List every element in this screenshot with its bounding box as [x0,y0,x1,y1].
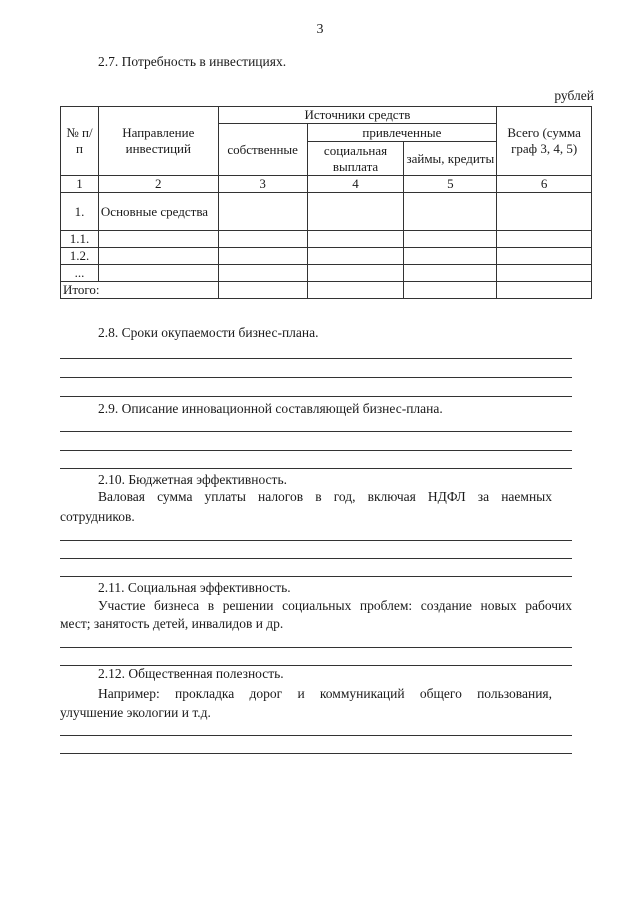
row-cell-social [307,231,404,248]
row-cell-own [218,265,307,282]
header-own: собственные [218,124,307,176]
blank-line [60,450,572,451]
blank-line [60,558,572,559]
row-cell-total [497,248,592,265]
total-cell-own [218,282,307,299]
header-number: № п/п [61,107,99,176]
section-2-12-text-line1: Например: прокладка дорог и коммуникаций общего пользования, [98,686,552,701]
header-direction: Направление инвестиций [98,107,218,176]
row-number: 1.2. [61,248,99,265]
row-number: 1.1. [61,231,99,248]
blank-line [60,431,572,432]
blank-line [60,753,572,754]
blank-line [60,735,572,736]
investment-table [60,106,592,299]
page-number: 3 [316,22,324,37]
row-cell-own [218,231,307,248]
section-2-9-title: 2.9. Описание инновационной составляющей бизнес-плана. [98,401,443,416]
row-cell-social [307,193,404,231]
row-cell-loans [404,193,497,231]
section-2-12-text-line2: улучшение экологии и т.д. [60,705,211,720]
section-2-11-text-line1: Участие бизнеса в решении социальных проблем: создание новых рабочих [98,598,572,613]
col-number-4: 4 [307,176,404,193]
blank-line [60,377,572,378]
blank-line [60,468,572,469]
row-name [98,248,218,265]
blank-line [60,396,572,397]
total-cell-social [307,282,404,299]
table-row [61,193,592,231]
table-row [61,248,592,265]
row-number: 1. [61,193,99,231]
header-sources: Источники средств [218,107,497,124]
row-name [98,231,218,248]
row-cell-social [307,265,404,282]
section-2-8-title: 2.8. Сроки окупаемости бизнес-плана. [98,325,319,340]
col-number-3: 3 [218,176,307,193]
section-2-10-title: 2.10. Бюджетная эффективность. [98,472,287,487]
row-cell-loans [404,265,497,282]
row-cell-total [497,231,592,248]
blank-line [60,576,572,577]
col-number-5: 5 [404,176,497,193]
section-2-10-text-line2: сотрудников. [60,509,135,524]
row-number: ... [61,265,99,282]
col-number-2: 2 [98,176,218,193]
row-name: Основные средства [98,193,218,231]
header-loans: займы, кредиты [404,142,497,176]
blank-line [60,540,572,541]
table-total-row [61,282,592,299]
row-cell-own [218,248,307,265]
row-cell-total [497,265,592,282]
row-name [98,265,218,282]
row-cell-loans [404,248,497,265]
section-2-10-text-line1: Валовая сумма уплаты налогов в год, включая НДФЛ за наемных [98,489,552,504]
total-cell-loans [404,282,497,299]
total-label: Итого: [61,282,219,299]
section-2-12-title: 2.12. Общественная полезность. [98,666,284,681]
total-cell-total [497,282,592,299]
header-total: Всего (сумма граф 3, 4, 5) [497,107,592,176]
table-row [61,265,592,282]
row-cell-own [218,193,307,231]
row-cell-total [497,193,592,231]
currency-unit: рублей [554,88,594,103]
header-attracted: привлеченные [307,124,497,142]
header-social: социальная выплата [307,142,404,176]
blank-line [60,647,572,648]
row-cell-loans [404,231,497,248]
section-2-11-text-line2: мест; занятость детей, инвалидов и др. [60,616,284,631]
col-number-1: 1 [61,176,99,193]
table-row [61,231,592,248]
section-2-11-title: 2.11. Социальная эффективность. [98,580,291,595]
row-cell-social [307,248,404,265]
col-number-6: 6 [497,176,592,193]
section-2-7-title: 2.7. Потребность в инвестициях. [98,54,287,69]
blank-line [60,358,572,359]
